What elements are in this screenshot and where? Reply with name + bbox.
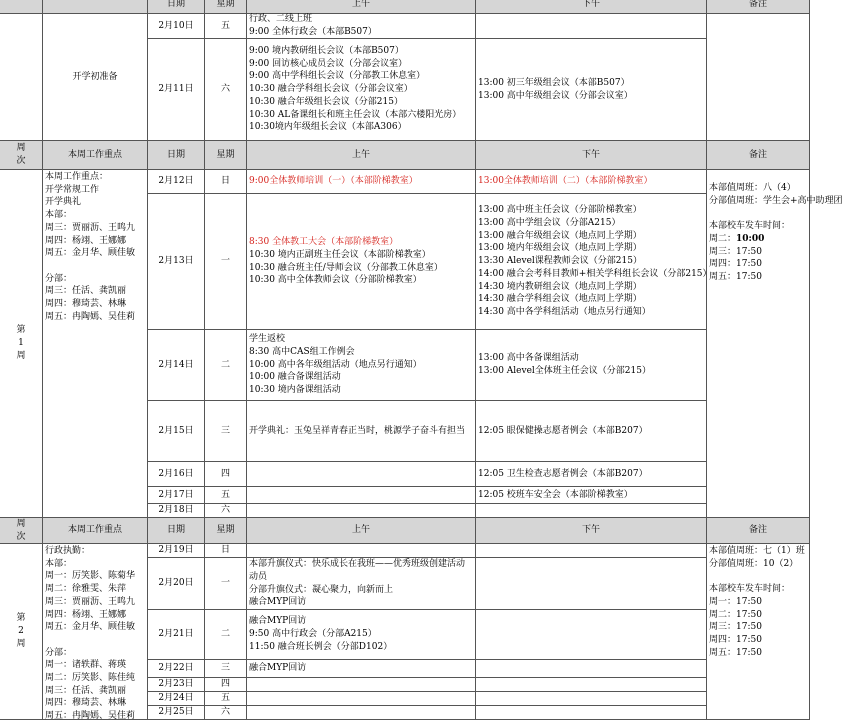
am-line: 融合MYP回访: [249, 597, 307, 608]
am-cell: [247, 660, 476, 678]
am-line: 9:00 回访核心成员会议（分部会议室）: [249, 58, 408, 69]
header-label: 周: [16, 518, 26, 529]
pm-line: 13:00 境内年级组会议（地点同上学期）: [478, 243, 642, 254]
weekday-cell: [205, 170, 247, 194]
pm-cell: [476, 330, 707, 401]
focus-line: 周二：徐雅雯、朱萍: [45, 584, 127, 595]
header-label: 备注: [748, 149, 767, 160]
weekday-cell: [205, 487, 247, 504]
pm-line: 14:00 融合会考科目教师+相关学科组长会议（分部215）: [478, 268, 712, 279]
header-pm-w2: [476, 518, 707, 544]
focus-line: 行政执勤：: [45, 546, 91, 556]
am-cell: [247, 39, 476, 141]
weekday-cell: [205, 678, 247, 692]
header-label: 上午: [351, 525, 370, 536]
header-label: 本周工作重点: [67, 149, 122, 160]
note-line: 分部值周班：10（2）: [709, 558, 799, 569]
note-line: 分部值周班：学生会+高中助理团: [709, 195, 843, 206]
header-pm-w1: [476, 141, 707, 170]
am-cell: [247, 194, 476, 330]
pm-cell: [476, 462, 707, 487]
week-label: 周: [16, 350, 26, 361]
pm-line: 13:00 融合年级组会议（地点同上学期）: [478, 230, 642, 241]
focus-line: 周四：杨翊、王娜娜: [45, 609, 127, 620]
pm-line: 12:05 眼保健操志愿者例会（本部B207）: [478, 425, 648, 436]
focus-line: 本周工作重点：: [45, 172, 109, 182]
weekday-text: 四: [220, 468, 230, 479]
pm-line: 13:30 Alevel课程教师会议（分部215）: [478, 256, 642, 267]
header-weekday: [205, 0, 247, 14]
week-label: 第: [16, 613, 26, 624]
am-line: 10:30境内年级组长会议（本部A306）: [249, 122, 407, 133]
header-label: 次: [16, 531, 26, 542]
header-label: 上午: [351, 149, 370, 160]
weekday-cell: [205, 706, 247, 720]
header-am-w1: [247, 141, 476, 170]
weekday-text: 日: [220, 545, 230, 556]
focus-line: 周一：厉笑影、陈菊华: [45, 571, 136, 582]
weekday-text: 一: [220, 256, 230, 267]
weekday-text: 二: [220, 359, 230, 370]
pm-cell: [476, 194, 712, 330]
weekday-text: 六: [220, 707, 230, 718]
date-text: 2月22日: [158, 663, 194, 674]
weekday-cell: [205, 330, 247, 401]
header-label: 星期: [216, 149, 235, 160]
week-label: 1: [18, 338, 24, 349]
week-label: 第: [16, 325, 26, 336]
note-line: 本部校车发车时间：: [709, 584, 791, 595]
focus-line: 周四：穆琦芸、林琳: [45, 299, 127, 310]
am-line: 9:00 全体行政会（本部B507）: [249, 27, 377, 37]
date-cell: [148, 692, 205, 706]
pm-line: 12:05 卫生检查志愿者例会（本部B207）: [478, 468, 648, 479]
header-focus-w1: [43, 141, 148, 170]
weekday-cell: [205, 194, 247, 330]
note-line: 周二：10:00: [709, 233, 765, 244]
am-line: 融合MYP回访: [249, 616, 307, 627]
date-cell: [148, 544, 205, 558]
pm-cell: [476, 39, 707, 141]
header-am-w2: [247, 518, 476, 544]
date-text: 2月20日: [158, 578, 194, 589]
focus-line: 周三：任活、龚凯丽: [45, 286, 127, 297]
weekday-text: 四: [220, 679, 230, 690]
date-text: 2月24日: [158, 693, 194, 704]
focus-cell-w1: [43, 170, 148, 518]
date-text: 2月25日: [158, 707, 194, 718]
pm-cell: [476, 170, 707, 194]
note-line: [709, 570, 807, 583]
am-line: 9:00 境内教研组长会议（本部B507）: [249, 46, 404, 57]
date-cell: [148, 401, 205, 462]
pm-line: 13:00全体教师培训（二）（本部阶梯教室）: [478, 176, 653, 187]
am-cell: [247, 678, 476, 692]
date-cell: [148, 194, 205, 330]
weekday-cell: [205, 14, 247, 39]
header-weekday-w2: [205, 518, 247, 544]
header-pm: [476, 0, 707, 14]
pm-cell: [476, 610, 707, 660]
pm-cell: [476, 401, 707, 462]
am-cell: [247, 14, 476, 39]
note-line: 周二：17:50: [709, 609, 762, 620]
weekday-text: 五: [220, 20, 230, 31]
note-cell-prep: [707, 14, 810, 141]
header-blank: [43, 0, 148, 14]
header-label: 星期: [216, 525, 235, 536]
am-line: 融合MYP回访: [249, 663, 307, 674]
pm-line: 14:30 境内教研组会议（地点同上学期）: [478, 281, 642, 292]
am-cell: [247, 706, 476, 720]
header-note-w1: [707, 141, 810, 170]
header-date-w2: [148, 518, 205, 544]
pm-cell: [476, 660, 707, 678]
note-line: 周三：17:50: [709, 246, 762, 257]
focus-line: [45, 260, 145, 273]
note-line: 本部校车发车时间：: [709, 221, 791, 232]
focus-line: 本部：: [45, 210, 73, 221]
am-line: 8:30 高中CAS组工作例会: [249, 346, 355, 357]
weekday-cell: [205, 692, 247, 706]
note-line: 周四：17:50: [709, 259, 762, 270]
focus-cell-w2: [43, 544, 148, 720]
weekday-cell: [205, 544, 247, 558]
date-text: 2月17日: [158, 489, 194, 500]
am-line: 10:30 境内正副班主任会议（本部阶梯教室）: [249, 249, 431, 260]
header-week-w1: [0, 141, 43, 170]
date-text: 2月13日: [158, 256, 194, 267]
am-cell: [247, 692, 476, 706]
week-label: 2: [18, 626, 24, 637]
date-cell: [148, 504, 205, 518]
pm-line: 13:00 初三年级组会议（本部B507）: [478, 77, 630, 88]
weekday-text: 二: [220, 629, 230, 640]
pm-line: 14:30 融合学科组会议（地点同上学期）: [478, 294, 642, 305]
note-line: 本部值周班：七（1）班: [709, 546, 805, 556]
am-cell: [247, 401, 476, 462]
am-line: 11:50 融合班长例会（分部D102）: [249, 641, 393, 652]
pm-cell: [476, 706, 707, 720]
date-cell: [148, 706, 205, 720]
pm-cell: [476, 487, 707, 504]
header-label: 日期: [166, 525, 185, 536]
am-line: 8:30 全体教工大会（本部阶梯教室）: [249, 237, 399, 248]
am-line: 10:30 AL备课组长和班主任会议（本部六楼阳光房）: [249, 109, 462, 120]
date-text: 2月15日: [158, 425, 194, 436]
am-cell: [247, 330, 476, 401]
am-cell: [247, 170, 476, 194]
header-label: 备注: [748, 0, 767, 10]
date-cell: [148, 660, 205, 678]
date-cell: [148, 462, 205, 487]
am-line: 分部升旗仪式：凝心聚力，向新而上: [249, 584, 394, 595]
header-label: 周: [16, 143, 26, 154]
date-cell: [148, 330, 205, 401]
date-text: 2月23日: [158, 679, 194, 690]
date-text: 2月18日: [158, 505, 194, 516]
note-line: [709, 207, 807, 220]
date-cell: [148, 14, 205, 39]
note-line: 周五：17:50: [709, 271, 762, 282]
am-line: 10:30 融合年级组长会议（分部215）: [249, 96, 403, 107]
week-cell-prep: [0, 14, 43, 141]
date-cell: [148, 487, 205, 504]
week-cell-w2: [0, 544, 43, 720]
am-line: 学生返校: [249, 334, 286, 345]
header-label: 日期: [166, 149, 185, 160]
weekday-cell: [205, 504, 247, 518]
header-label: 上午: [351, 0, 370, 10]
am-cell: [247, 610, 476, 660]
am-line: 10:00 高中各年级组活动（地点另行通知）: [249, 359, 422, 370]
am-line: 10:30 高中全体教师会议（分部阶梯教室）: [249, 275, 422, 286]
pm-line: 13:00 高中年级组会议（分部会议室）: [478, 90, 633, 101]
pm-cell: [476, 678, 707, 692]
date-text: 2月14日: [158, 359, 194, 370]
pm-cell: [476, 692, 707, 706]
header-label: 下午: [581, 149, 600, 160]
focus-line: 周五：冉陶嫣、吴佳莉: [45, 711, 136, 722]
weekday-cell: [205, 462, 247, 487]
header-blank: [0, 0, 43, 14]
focus-cell-prep: [43, 14, 148, 141]
header-week-w2: [0, 518, 43, 544]
focus-line: 开学典礼: [45, 197, 82, 208]
focus-line: 周二：厉笑影、陈佳纯: [45, 673, 136, 684]
pm-line: 14:30 高中各学科组活动（地点另行通知）: [478, 306, 651, 317]
prep-title: 开学初准备: [72, 71, 118, 82]
header-label: 日期: [166, 0, 185, 10]
date-cell: [148, 39, 205, 141]
am-line: 动员: [249, 571, 268, 582]
weekday-text: 一: [220, 578, 230, 589]
pm-line: 13:00 高中各备课组活动: [478, 353, 579, 364]
focus-line: 开学常规工作: [45, 184, 100, 195]
am-line: 10:00 融合备课组活动: [249, 372, 341, 383]
pm-line: 13:00 Alevel全体班主任会议（分部215）: [478, 366, 651, 376]
focus-line: 周五：金月华、顾佳敏: [45, 622, 136, 633]
header-focus-w2: [43, 518, 148, 544]
note-cell-w1: [707, 170, 843, 518]
am-line: 9:00 高中学科组长会议（分部教工休息室）: [249, 71, 426, 82]
am-line: 本部升旗仪式：快乐成长在我班——优秀班级创建活动: [249, 559, 466, 570]
note-line: 周三：17:50: [709, 622, 762, 633]
header-date-w1: [148, 141, 205, 170]
header-note: [707, 0, 810, 14]
am-line: 10:30 融合班主任/导师会议（分部教工休息室）: [249, 262, 443, 273]
weekday-text: 三: [220, 663, 230, 674]
note-line: 周五：17:50: [709, 647, 762, 658]
header-label: 下午: [581, 525, 600, 536]
weekday-cell: [205, 401, 247, 462]
date-text: 2月19日: [158, 545, 194, 556]
pm-cell: [476, 544, 707, 558]
weekday-text: 五: [220, 489, 230, 500]
focus-line: [45, 634, 145, 647]
am-cell: [247, 462, 476, 487]
header-weekday-w1: [205, 141, 247, 170]
focus-line: 分部：: [45, 647, 73, 658]
date-cell: [148, 678, 205, 692]
weekday-cell: [205, 660, 247, 678]
note-cell-w2: [707, 544, 810, 720]
weekday-text: 日: [220, 176, 230, 187]
weekday-cell: [205, 39, 247, 141]
date-text: 2月10日: [158, 20, 194, 31]
am-line: 行政、二线上班: [249, 14, 313, 25]
am-cell: [247, 544, 476, 558]
weekday-cell: [205, 558, 247, 610]
focus-line: 周三：任活、龚凯丽: [45, 685, 127, 696]
focus-line: 本部：: [45, 558, 73, 569]
pm-line: 13:00 高中学组会议（分部A215）: [478, 218, 621, 229]
focus-line: 周四：杨翊、王娜娜: [45, 235, 127, 246]
am-cell: [247, 558, 476, 610]
header-date: [148, 0, 205, 14]
focus-line: 周三：贾丽沥、王鸣九: [45, 222, 136, 233]
header-label: 下午: [581, 0, 600, 10]
header-note-w2: [707, 518, 810, 544]
pm-line: 12:05 校班车安全会（本部阶梯教室）: [478, 489, 633, 500]
date-cell: [148, 610, 205, 660]
am-line: 9:00全体教师培训（一）（本部阶梯教室）: [249, 176, 418, 187]
date-cell: [148, 170, 205, 194]
focus-line: 周一：诸轶群、蒋瑛: [45, 660, 127, 671]
date-cell: [148, 558, 205, 610]
focus-line: 周三：贾丽沥、王鸣九: [45, 596, 136, 607]
header-label: 次: [16, 156, 26, 166]
weekday-cell: [205, 610, 247, 660]
focus-line: 分部：: [45, 273, 73, 284]
header-label: 备注: [748, 525, 767, 536]
date-text: 2月21日: [158, 629, 194, 640]
header-label: 星期: [216, 0, 235, 10]
weekday-text: 五: [220, 693, 230, 704]
header-am: [247, 0, 476, 14]
note-line: 周四：17:50: [709, 634, 762, 645]
week-label: 周: [16, 638, 26, 649]
pm-cell: [476, 558, 707, 610]
date-text: 2月12日: [158, 176, 194, 187]
am-cell: [247, 504, 476, 518]
focus-line: 周五：冉陶嫣、吴佳莉: [45, 311, 136, 322]
weekday-text: 三: [220, 425, 230, 436]
focus-line: 周五：金月华、顾佳敏: [45, 248, 136, 259]
am-line: 10:30 境内备课组活动: [249, 385, 341, 396]
header-label: 本周工作重点: [67, 525, 122, 536]
am-line: 开学典礼：玉兔呈祥青春正当时，桃源学子奋斗有担当: [249, 425, 466, 436]
am-line: 10:30 融合学科组长会议（分部会议室）: [249, 84, 413, 95]
focus-line: 周四：穆琦芸、林琳: [45, 698, 127, 709]
weekday-text: 六: [220, 505, 230, 516]
note-line: 本部值周班：八（4）: [709, 183, 796, 193]
pm-cell: [476, 504, 707, 518]
pm-cell: [476, 14, 707, 39]
date-text: 2月16日: [158, 468, 194, 479]
date-text: 2月11日: [158, 84, 194, 95]
am-line: 9:50 高中行政会（分部A215）: [249, 629, 377, 640]
am-cell: [247, 487, 476, 504]
weekday-text: 六: [220, 84, 230, 95]
pm-line: 13:00 高中班主任会议（分部阶梯教室）: [478, 205, 642, 216]
note-line: 周一：17:50: [709, 596, 762, 607]
week-cell-w1: [0, 170, 43, 518]
note-bold-time: 10:00: [736, 233, 765, 244]
